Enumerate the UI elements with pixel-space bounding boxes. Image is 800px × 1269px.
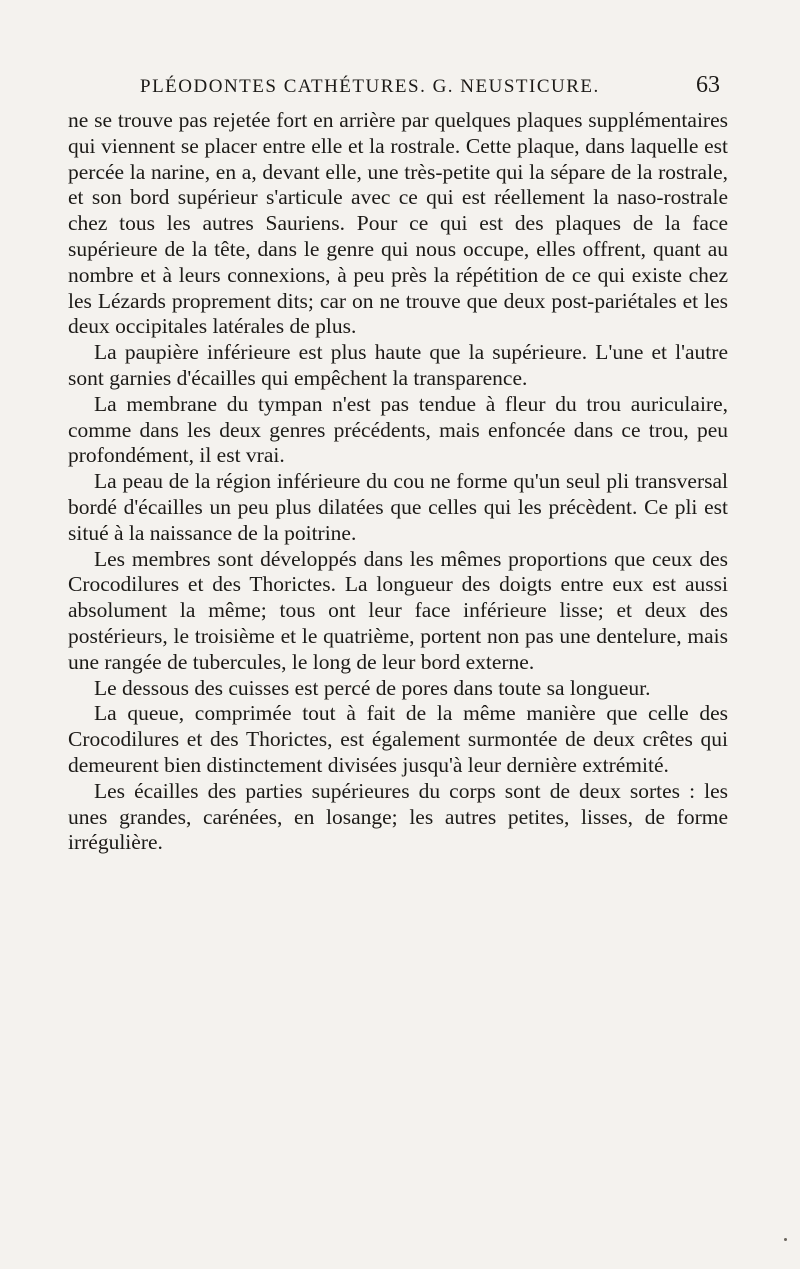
paragraph-plaques: ne se trouve pas rejetée fort en arrière par quelques plaques supplémentaires qui viennent se placer entre elle et la rostrale. Cette plaque, dans laquelle est percée la narine, en a, devant elle, une très-petite qui la sépare de la rostrale, et son bord supérieur s'articule avec ce qui est réellement la naso-rostrale chez tous les autres Sauriens. Pour ce qui est des plaques de la face supérieure de la tête, dans le genre qui nous occupe, elles offrent, quant au nombre et à leurs connexions, à peu près la répétition de ce qui existe chez les Lézards proprement dits; car on ne trouve que deux post-pariétales et les deux occipitales latérales de plus. [68, 108, 728, 339]
running-title: PLÉODONTES CATHÉTURES. G. NEUSTICURE. [140, 76, 600, 97]
paragraph-cuisses: Le dessous des cuisses est percé de pores dans toute sa longueur. [94, 675, 651, 700]
paragraph-tympan: La membrane du tympan n'est pas tendue à fleur du trou auriculaire, comme dans les deux genres précédents, mais enfoncée dans ce trou, peu profondément, il est vrai. [68, 391, 728, 468]
paragraph-paupiere: La paupière inférieure est plus haute que la supérieure. L'une et l'autre sont garnies d'écailles qui empêchent la transparence. [68, 340, 728, 390]
page-number: 63 [696, 72, 720, 98]
paper-speck [784, 1238, 787, 1241]
body-text [68, 108, 728, 856]
paragraph-ecailles: Les écailles des parties supérieures du corps sont de deux sortes : les unes grandes, carénées, en losange; les autres petites, lisses, de forme irrégulière. [68, 778, 728, 855]
paragraph-peau-cou: La peau de la région inférieure du cou ne forme qu'un seul pli transversal bordé d'écailles un peu plus dilatées que celles qui les précèdent. Ce pli est situé à la naissance de la poitrine. [68, 469, 728, 545]
paragraph-queue: La queue, comprimée tout à fait de la même manière que celle des Crocodilures et des Thorictes, est également surmontée de deux crêtes qui demeurent bien distinctement divisées jusqu'à leur dernière extrémité. [68, 701, 728, 777]
running-head [140, 72, 720, 106]
paragraph-membres: Les membres sont développés dans les mêmes proportions que ceux des Crocodilures et des Thorictes. La longueur des doigts entre eux est aussi absolument la même; tous ont leur face inférieure lisse; et deux des postérieurs, le troisième et le quatrième, portent non pas une dentelure, mais une rangée de tubercules, le long de leur bord externe. [68, 546, 728, 674]
